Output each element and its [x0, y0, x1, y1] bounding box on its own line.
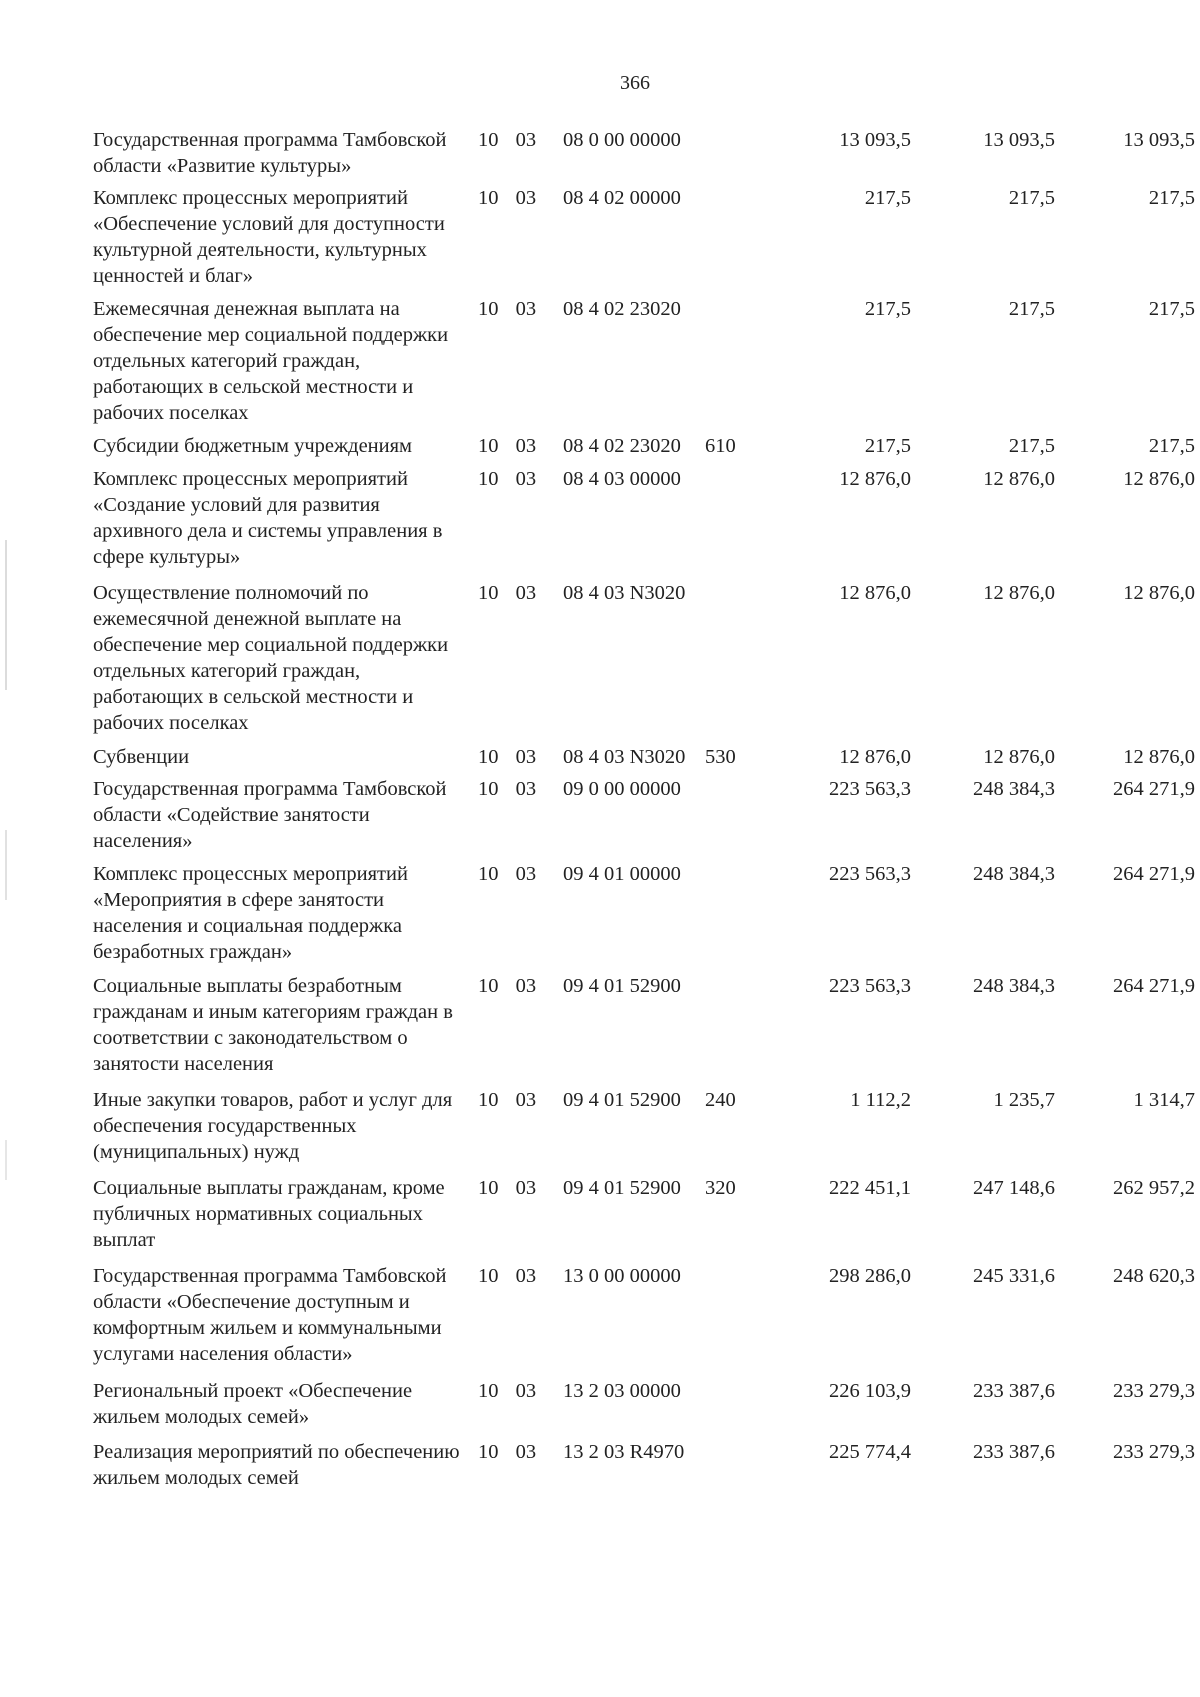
row-section: 10 03	[478, 1177, 537, 1199]
row-amount-year1: 223 563,3	[829, 863, 911, 885]
row-name: Субсидии бюджетным учреждениям	[93, 435, 413, 457]
row-amount-year1: 12 876,0	[839, 582, 911, 604]
row-amount-year2: 12 876,0	[983, 582, 1055, 604]
row-amount-year2: 217,5	[1008, 298, 1055, 320]
row-name: Реализация мероприятий по обеспечению жильем молодых семей	[93, 1441, 460, 1489]
row-amount-year3: 13 093,5	[1123, 129, 1195, 151]
row-amount-year2: 1 235,7	[993, 1089, 1055, 1111]
row-name: Социальные выплаты гражданам, кроме публичных нормативных социальных выплат	[93, 1177, 445, 1251]
budget-table	[93, 127, 1195, 1491]
row-target-code: 09 4 01 52900	[563, 1177, 681, 1199]
row-amount-year2: 12 876,0	[983, 468, 1055, 490]
row-target-code: 08 4 03 N3020	[563, 746, 686, 768]
row-amount-year1: 217,5	[864, 298, 911, 320]
row-amount-year2: 248 384,3	[973, 975, 1055, 997]
row-amount-year1: 223 563,3	[829, 778, 911, 800]
row-target-code: 09 4 01 00000	[563, 863, 681, 885]
row-target-code: 08 0 00 00000	[563, 129, 681, 151]
row-amount-year2: 217,5	[1008, 187, 1055, 209]
row-expense-type: 530	[705, 746, 736, 768]
row-amount-year1: 298 286,0	[829, 1265, 911, 1287]
row-name: Комплекс процессных мероприятий «Мероприятия в сфере занятости населения и социальная поддержка безработных граждан»	[93, 863, 408, 963]
row-section: 10 03	[478, 778, 537, 800]
row-target-code: 09 0 00 00000	[563, 778, 681, 800]
row-name: Комплекс процессных мероприятий «Создание условий для развития архивного дела и системы управления в сфере культуры»	[93, 468, 443, 568]
scan-artifact	[5, 540, 7, 690]
row-target-code: 08 4 02 00000	[563, 187, 681, 209]
row-name: Ежемесячная денежная выплата на обеспечение мер социальной поддержки отдельных категорий граждан, работающих в сельской местности и рабочих поселках	[93, 298, 449, 424]
row-amount-year3: 1 314,7	[1133, 1089, 1195, 1111]
row-name: Комплекс процессных мероприятий «Обеспечение условий для доступности культурной деятельности, культурных ценностей и благ»	[93, 187, 445, 287]
row-amount-year2: 245 331,6	[973, 1265, 1055, 1287]
row-section: 10 03	[478, 298, 537, 320]
row-name: Осуществление полномочий по ежемесячной денежной выплате на обеспечение мер социальной поддержки отдельных категорий граждан, работающих в сельской местности и рабочих поселках	[93, 582, 449, 734]
scan-artifact	[5, 1140, 7, 1180]
row-name: Социальные выплаты безработным гражданам и иным категориям граждан в соответствии с законодательством о занятости населения	[93, 975, 453, 1075]
row-section: 10 03	[478, 863, 537, 885]
row-target-code: 08 4 02 23020	[563, 435, 681, 457]
row-amount-year1: 225 774,4	[829, 1441, 911, 1463]
row-amount-year3: 264 271,9	[1113, 975, 1195, 997]
row-amount-year3: 217,5	[1148, 435, 1195, 457]
table-row	[93, 127, 1195, 179]
row-section: 10 03	[478, 187, 537, 209]
row-name: Государственная программа Тамбовской области «Содействие занятости населения»	[93, 778, 447, 852]
row-amount-year1: 1 112,2	[850, 1089, 911, 1111]
row-section: 10 03	[478, 975, 537, 997]
row-name: Субвенции	[93, 746, 190, 768]
row-target-code: 08 4 02 23020	[563, 298, 681, 320]
row-amount-year2: 233 387,6	[973, 1441, 1055, 1463]
row-target-code: 13 0 00 00000	[563, 1265, 681, 1287]
row-amount-year3: 217,5	[1148, 187, 1195, 209]
row-amount-year2: 248 384,3	[973, 778, 1055, 800]
row-amount-year2: 12 876,0	[983, 746, 1055, 768]
row-section: 10 03	[478, 1380, 537, 1402]
row-section: 10 03	[478, 1441, 537, 1463]
row-section: 10 03	[478, 582, 537, 604]
row-amount-year1: 226 103,9	[829, 1380, 911, 1402]
row-amount-year3: 262 957,2	[1113, 1177, 1195, 1199]
row-amount-year1: 223 563,3	[829, 975, 911, 997]
row-amount-year3: 12 876,0	[1123, 746, 1195, 768]
scan-artifact	[5, 830, 7, 900]
table-row	[93, 776, 1195, 854]
table-row	[93, 185, 1195, 289]
table-row	[93, 1175, 1195, 1253]
row-target-code: 08 4 03 00000	[563, 468, 681, 490]
page-number: 366	[620, 72, 650, 94]
row-amount-year3: 12 876,0	[1123, 468, 1195, 490]
row-amount-year1: 12 876,0	[839, 468, 911, 490]
row-amount-year1: 13 093,5	[839, 129, 911, 151]
row-name: Региональный проект «Обеспечение жильем молодых семей»	[93, 1380, 413, 1428]
row-amount-year3: 12 876,0	[1123, 582, 1195, 604]
table-row	[93, 433, 1195, 459]
table-row	[93, 296, 1195, 426]
table-row	[93, 1087, 1195, 1165]
row-section: 10 03	[478, 435, 537, 457]
row-name: Иные закупки товаров, работ и услуг для обеспечения государственных (муниципальных) нужд	[93, 1089, 453, 1163]
row-target-code: 13 2 03 00000	[563, 1380, 681, 1402]
row-amount-year2: 233 387,6	[973, 1380, 1055, 1402]
row-amount-year3: 264 271,9	[1113, 778, 1195, 800]
table-row	[93, 1439, 1195, 1491]
table-row	[93, 1378, 1195, 1430]
table-row	[93, 466, 1195, 570]
row-amount-year3: 248 620,3	[1113, 1265, 1195, 1287]
row-amount-year1: 217,5	[864, 187, 911, 209]
row-name: Государственная программа Тамбовской области «Развитие культуры»	[93, 129, 447, 177]
row-amount-year1: 217,5	[864, 435, 911, 457]
table-row	[93, 580, 1195, 736]
table-row	[93, 744, 1195, 770]
table-row	[93, 973, 1195, 1077]
row-target-code: 13 2 03 R4970	[563, 1441, 685, 1463]
row-amount-year2: 217,5	[1008, 435, 1055, 457]
row-expense-type: 240	[705, 1089, 736, 1111]
row-amount-year2: 13 093,5	[983, 129, 1055, 151]
row-amount-year2: 248 384,3	[973, 863, 1055, 885]
row-amount-year3: 264 271,9	[1113, 863, 1195, 885]
row-section: 10 03	[478, 746, 537, 768]
row-amount-year3: 233 279,3	[1113, 1441, 1195, 1463]
row-section: 10 03	[478, 1265, 537, 1287]
row-section: 10 03	[478, 129, 537, 151]
row-amount-year3: 233 279,3	[1113, 1380, 1195, 1402]
row-amount-year2: 247 148,6	[973, 1177, 1055, 1199]
table-row	[93, 1263, 1195, 1367]
row-amount-year1: 12 876,0	[839, 746, 911, 768]
row-expense-type: 610	[705, 435, 736, 457]
row-amount-year3: 217,5	[1148, 298, 1195, 320]
row-section: 10 03	[478, 468, 537, 490]
row-expense-type: 320	[705, 1177, 736, 1199]
row-target-code: 09 4 01 52900	[563, 975, 681, 997]
table-row	[93, 861, 1195, 965]
row-amount-year1: 222 451,1	[829, 1177, 911, 1199]
row-target-code: 08 4 03 N3020	[563, 582, 686, 604]
row-target-code: 09 4 01 52900	[563, 1089, 681, 1111]
row-section: 10 03	[478, 1089, 537, 1111]
row-name: Государственная программа Тамбовской области «Обеспечение доступным и комфортным жильем и коммунальными услугами населения области»	[93, 1265, 447, 1365]
